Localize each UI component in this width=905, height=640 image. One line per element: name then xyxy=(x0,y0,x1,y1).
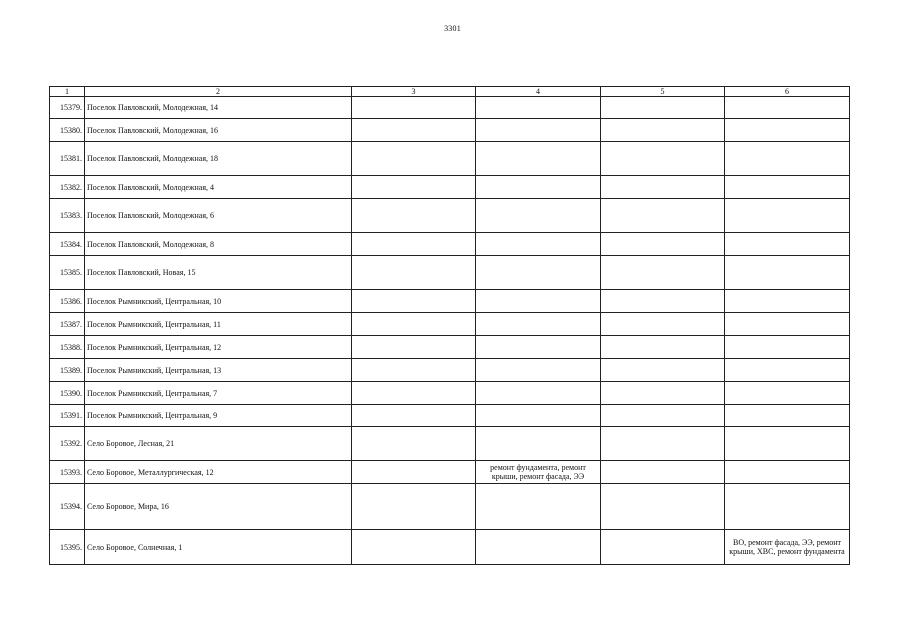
row-address: Поселок Рымникский, Центральная, 11 xyxy=(85,313,352,336)
row-col-6 xyxy=(725,233,850,256)
table-row xyxy=(50,176,850,199)
table-row xyxy=(50,530,850,565)
table-row xyxy=(50,290,850,313)
row-address: Поселок Павловский, Молодежная, 4 xyxy=(85,176,352,199)
row-number: 15388. xyxy=(50,336,85,359)
row-col-3 xyxy=(352,530,476,565)
column-header-6: 6 xyxy=(725,87,850,97)
row-number: 15391. xyxy=(50,405,85,427)
table-row xyxy=(50,461,850,484)
table-row xyxy=(50,336,850,359)
row-col-4 xyxy=(476,359,601,382)
row-col-4 xyxy=(476,233,601,256)
row-col-5 xyxy=(601,313,725,336)
table-row xyxy=(50,484,850,530)
row-col-6 xyxy=(725,427,850,461)
row-col-6 xyxy=(725,461,850,484)
row-col-5 xyxy=(601,176,725,199)
column-header-1: 1 xyxy=(50,87,85,97)
row-col-3 xyxy=(352,359,476,382)
row-address: Поселок Павловский, Молодежная, 14 xyxy=(85,97,352,119)
row-number: 15383. xyxy=(50,199,85,233)
column-header-2: 2 xyxy=(85,87,352,97)
table-row xyxy=(50,405,850,427)
row-col-3 xyxy=(352,256,476,290)
row-col-4 xyxy=(476,530,601,565)
row-address: Поселок Павловский, Молодежная, 6 xyxy=(85,199,352,233)
row-col-6 xyxy=(725,142,850,176)
row-number: 15392. xyxy=(50,427,85,461)
row-col-3 xyxy=(352,382,476,405)
row-address: Поселок Павловский, Новая, 15 xyxy=(85,256,352,290)
row-col-3 xyxy=(352,461,476,484)
row-col-4 xyxy=(476,97,601,119)
row-col-5 xyxy=(601,530,725,565)
row-number: 15390. xyxy=(50,382,85,405)
row-col-4 xyxy=(476,382,601,405)
row-col-5 xyxy=(601,233,725,256)
row-col-4 xyxy=(476,256,601,290)
row-number: 15394. xyxy=(50,484,85,530)
row-col-5 xyxy=(601,199,725,233)
header-row xyxy=(50,87,850,97)
row-address: Поселок Павловский, Молодежная, 16 xyxy=(85,119,352,142)
row-col-3 xyxy=(352,336,476,359)
row-col-5 xyxy=(601,256,725,290)
page-number: 3301 xyxy=(444,24,461,33)
row-col-3 xyxy=(352,313,476,336)
row-col-5 xyxy=(601,427,725,461)
row-number: 15380. xyxy=(50,119,85,142)
table-row xyxy=(50,233,850,256)
table-row xyxy=(50,97,850,119)
row-col-3 xyxy=(352,142,476,176)
row-col-6 xyxy=(725,313,850,336)
row-col-4 xyxy=(476,427,601,461)
row-col-3 xyxy=(352,233,476,256)
row-number: 15385. xyxy=(50,256,85,290)
row-address: Поселок Рымникский, Центральная, 7 xyxy=(85,382,352,405)
row-col-4 xyxy=(476,405,601,427)
row-col-5 xyxy=(601,290,725,313)
table-row xyxy=(50,359,850,382)
row-col-5 xyxy=(601,119,725,142)
row-col-3 xyxy=(352,427,476,461)
row-col-3 xyxy=(352,119,476,142)
row-address: Село Боровое, Мира, 16 xyxy=(85,484,352,530)
row-col-6 xyxy=(725,176,850,199)
row-address: Поселок Рымникский, Центральная, 9 xyxy=(85,405,352,427)
row-number: 15381. xyxy=(50,142,85,176)
table-row xyxy=(50,119,850,142)
row-col-5 xyxy=(601,382,725,405)
register-table xyxy=(49,86,850,565)
row-col-4: ремонт фундамента, ремонт крыши, ремонт фасада, ЭЭ xyxy=(476,461,601,484)
row-col-4 xyxy=(476,119,601,142)
row-col-4 xyxy=(476,484,601,530)
row-address: Село Боровое, Лесная, 21 xyxy=(85,427,352,461)
row-col-6 xyxy=(725,405,850,427)
row-col-3 xyxy=(352,484,476,530)
row-col-5 xyxy=(601,484,725,530)
column-header-4: 4 xyxy=(476,87,601,97)
row-address: Село Боровое, Солнечная, 1 xyxy=(85,530,352,565)
row-col-3 xyxy=(352,97,476,119)
row-address: Поселок Павловский, Молодежная, 18 xyxy=(85,142,352,176)
row-address: Поселок Рымникский, Центральная, 12 xyxy=(85,336,352,359)
row-address: Поселок Рымникский, Центральная, 13 xyxy=(85,359,352,382)
row-col-4 xyxy=(476,336,601,359)
row-col-5 xyxy=(601,359,725,382)
row-col-6 xyxy=(725,199,850,233)
table-row xyxy=(50,199,850,233)
row-col-5 xyxy=(601,97,725,119)
column-header-3: 3 xyxy=(352,87,476,97)
row-col-4 xyxy=(476,142,601,176)
row-col-6: ВО, ремонт фасада, ЭЭ, ремонт крыши, ХВС, ремонт фундамента xyxy=(725,530,850,565)
row-col-4 xyxy=(476,176,601,199)
row-col-4 xyxy=(476,290,601,313)
row-col-3 xyxy=(352,176,476,199)
row-number: 15393. xyxy=(50,461,85,484)
row-number: 15395. xyxy=(50,530,85,565)
table-row xyxy=(50,382,850,405)
row-col-5 xyxy=(601,405,725,427)
row-number: 15384. xyxy=(50,233,85,256)
row-address: Поселок Рымникский, Центральная, 10 xyxy=(85,290,352,313)
row-col-4 xyxy=(476,199,601,233)
row-address: Поселок Павловский, Молодежная, 8 xyxy=(85,233,352,256)
row-number: 15379. xyxy=(50,97,85,119)
table-row xyxy=(50,142,850,176)
row-col-5 xyxy=(601,461,725,484)
row-address: Село Боровое, Металлургическая, 12 xyxy=(85,461,352,484)
row-col-3 xyxy=(352,290,476,313)
row-col-4 xyxy=(476,313,601,336)
table-row xyxy=(50,427,850,461)
row-col-3 xyxy=(352,199,476,233)
row-col-6 xyxy=(725,484,850,530)
row-col-6 xyxy=(725,256,850,290)
row-col-6 xyxy=(725,119,850,142)
row-col-6 xyxy=(725,382,850,405)
row-col-6 xyxy=(725,336,850,359)
row-number: 15386. xyxy=(50,290,85,313)
column-header-5: 5 xyxy=(601,87,725,97)
table-row xyxy=(50,313,850,336)
row-col-3 xyxy=(352,405,476,427)
row-col-5 xyxy=(601,336,725,359)
row-col-5 xyxy=(601,142,725,176)
row-col-6 xyxy=(725,290,850,313)
row-number: 15382. xyxy=(50,176,85,199)
row-col-6 xyxy=(725,97,850,119)
row-col-6 xyxy=(725,359,850,382)
row-number: 15387. xyxy=(50,313,85,336)
row-number: 15389. xyxy=(50,359,85,382)
table-row xyxy=(50,256,850,290)
